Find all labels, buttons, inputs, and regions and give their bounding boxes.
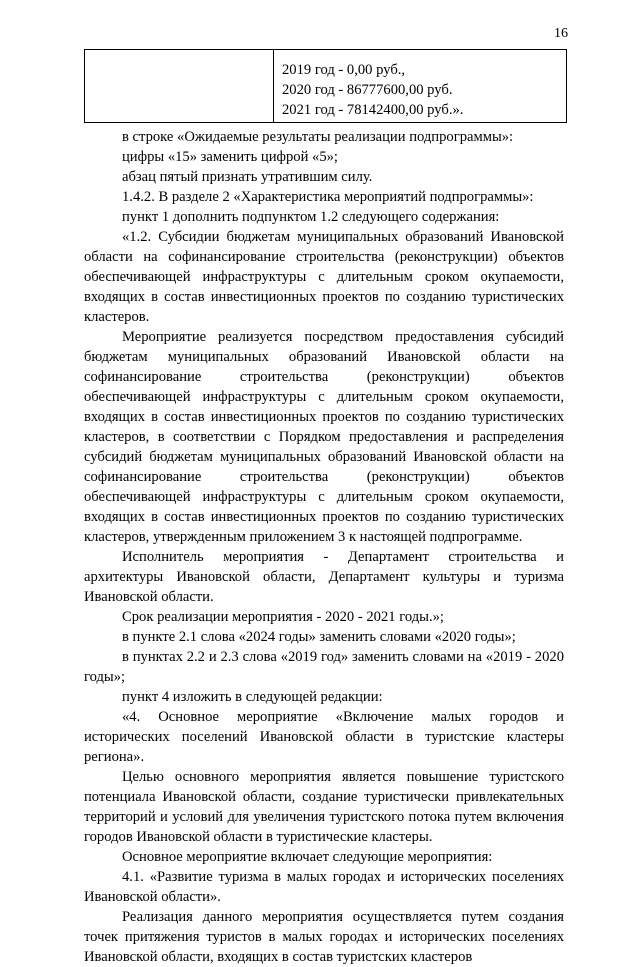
paragraph: пункт 4 изложить в следующей редакции: <box>122 689 383 705</box>
table-cell-funding <box>274 50 567 123</box>
paragraph: абзац пятый признать утратившим силу. <box>122 169 373 185</box>
table-cell-empty <box>85 50 274 123</box>
paragraph: Реализация данного мероприятия осуществляется путем создания точек притяжения туристов в малых городах и исторических поселениях Ивановской области, входящих в состав туристских кластеров <box>84 909 564 965</box>
paragraph: Основное мероприятие включает следующие мероприятия: <box>122 849 493 865</box>
table-row <box>85 50 567 123</box>
paragraph: Исполнитель мероприятия - Департамент строительства и архитектуры Ивановской области, Департамент культуры и туризма Ивановской области. <box>84 549 564 605</box>
paragraph: в пунктах 2.2 и 2.3 слова «2019 год» заменить словами на «2019 - 2020 годы»; <box>84 649 564 685</box>
funding-line-2019: 2019 год - 0,00 руб., <box>282 62 406 78</box>
paragraph: «1.2. Субсидии бюджетам муниципальных образований Ивановской области на софинансирование строительства (реконструкции) объектов обеспечивающей инфраструктуры с длительным сроком окупаемости, входящих в состав инвестиционных проектов по созданию туристических кластеров. <box>84 229 564 325</box>
paragraph: Целью основного мероприятия является повышение туристского потенциала Ивановской области, создание туристически привлекательных территорий и условий для увеличения туристского потока путем включения городов Ивановской области в туристические кластеры. <box>84 769 564 845</box>
paragraph: пункт 1 дополнить подпунктом 1.2 следующего содержания: <box>122 209 500 225</box>
paragraph: 4.1. «Развитие туризма в малых городах и исторических поселениях Ивановской области». <box>84 869 564 905</box>
paragraph: Мероприятие реализуется посредством предоставления субсидий бюджетам муниципальных образований Ивановской области на софинансирование строительства (реконструкции) объектов обеспечивающей инфраструктуры с длительным сроком окупаемости, входящих в состав инвестиционных проектов по созданию туристических кластеров, в соответствии с Порядком предоставления и распределения субсидий бюджетам муниципальных образований Ивановской области на софинансирование строительства (реконструкции) объектов обеспечивающей инфраструктуры с длительным сроком окупаемости, входящих в состав инвестиционных проектов по созданию туристических кластеров, утвержденным приложением 3 к настоящей подпрограмме. <box>84 329 564 545</box>
paragraph: Срок реализации мероприятия - 2020 - 2021 годы.»; <box>122 609 444 625</box>
paragraph: цифры «15» заменить цифрой «5»; <box>122 149 338 165</box>
paragraph: «4. Основное мероприятие «Включение малых городов и исторических поселений Ивановской области в туристские кластеры региона». <box>84 709 564 765</box>
funding-line-2020: 2020 год - 86777600,00 руб. <box>282 82 453 98</box>
paragraph: в пункте 2.1 слова «2024 годы» заменить словами «2020 годы»; <box>122 629 516 645</box>
financing-table <box>84 49 567 123</box>
body-text <box>84 127 564 967</box>
funding-line-2021: 2021 год - 78142400,00 руб.». <box>282 102 464 118</box>
page-number: 16 <box>554 26 568 41</box>
paragraph: 1.4.2. В разделе 2 «Характеристика мероприятий подпрограммы»: <box>122 189 534 205</box>
paragraph: в строке «Ожидаемые результаты реализации подпрограммы»: <box>122 129 514 145</box>
